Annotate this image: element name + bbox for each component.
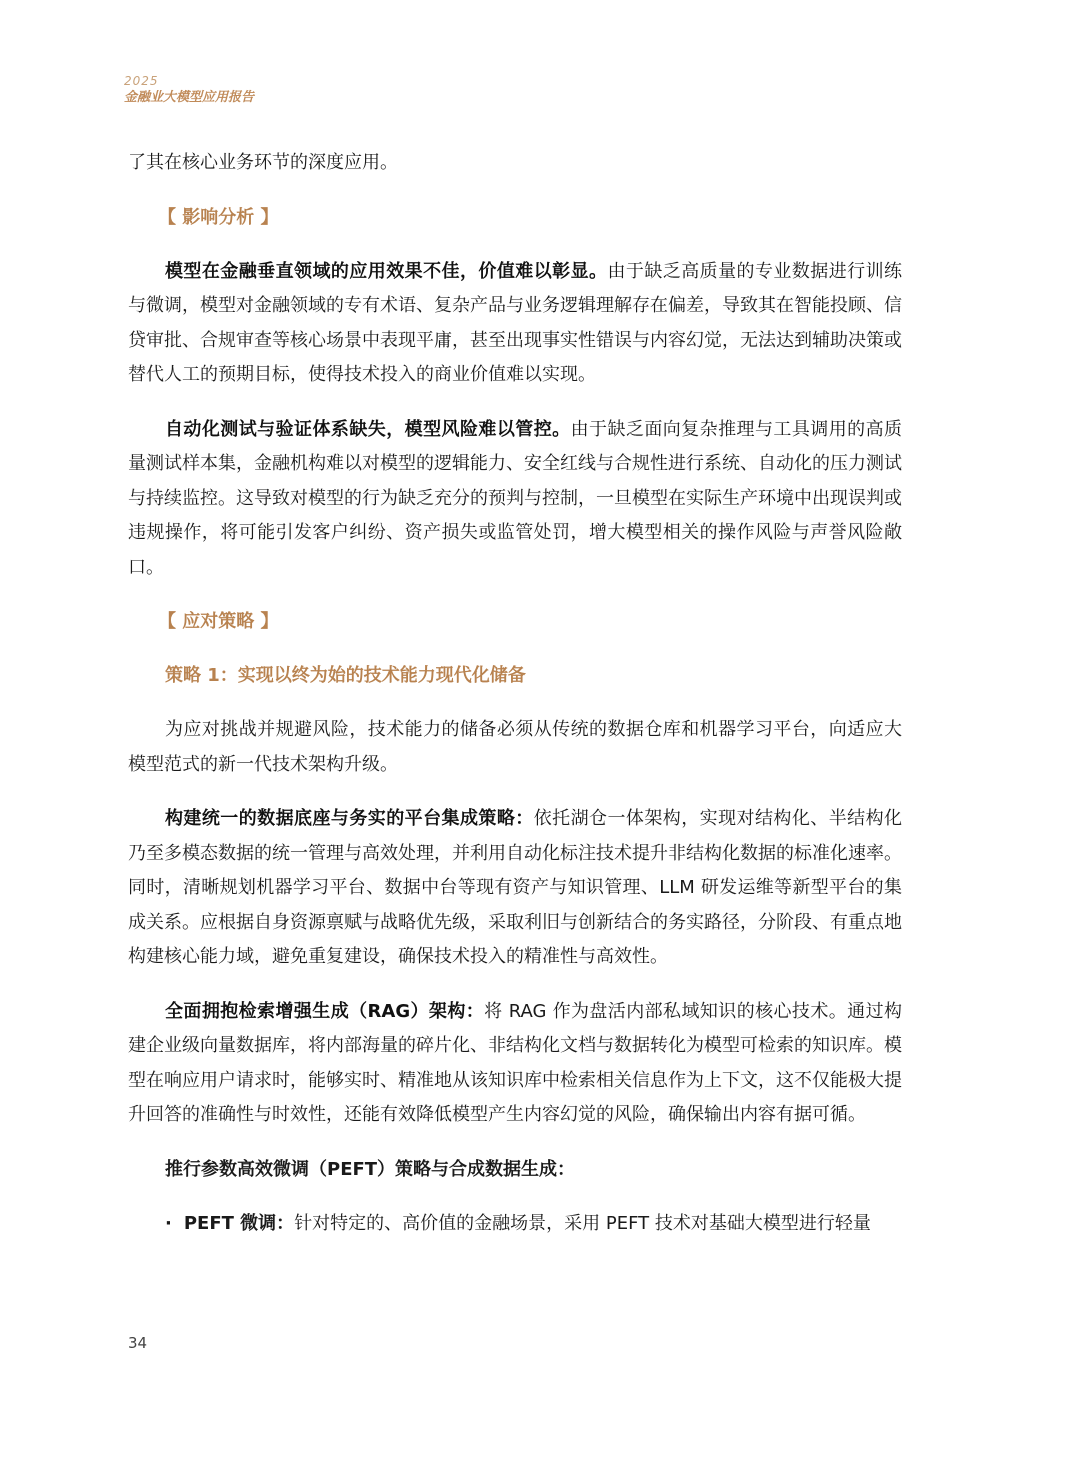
rag-lead: 全面拥抱检索增强生成（RAG）架构： <box>165 1000 485 1022</box>
impact-2-lead: 自动化测试与验证体系缺失，模型风险难以管控。 <box>165 418 571 440</box>
rag-paragraph <box>128 995 902 1133</box>
platform-paragraph <box>128 802 902 975</box>
bullet-peft <box>165 1207 902 1241</box>
report-header <box>124 74 254 106</box>
bullet-dot: · <box>165 1212 172 1234</box>
impact-paragraph-1 <box>128 255 902 393</box>
page-content <box>128 146 902 1241</box>
platform-lead: 构建统一的数据底座与务实的平台集成策略： <box>165 808 534 829</box>
impact-1-lead: 模型在金融垂直领域的应用效果不佳，价值难以彰显。 <box>165 260 608 282</box>
impact-1-body: 由于缺乏高质量的专业数据进行训练与微调，模型对金融领域的专有术语、复杂产品与业务逻辑理解存在偏差，导致其在智能投顾、信贷审批、合规审查等核心场景中表现平庸，甚至出现事实性错误与内容幻觉，无法达到辅助决策或替代人工的预期目标，使得技术投入的商业价值难以实现。 <box>128 260 903 385</box>
peft-heading: 推行参数高效微调（PEFT）策略与合成数据生成： <box>165 1158 576 1180</box>
page-number: 34 <box>128 1334 148 1352</box>
intro-paragraph-tail: 了其在核心业务环节的深度应用。 <box>128 152 398 173</box>
rag-body: 将 RAG 作为盘活内部私域知识的核心技术。通过构建企业级向量数据库，将内部海量的碎片化、非结构化文档与数据转化为模型可检索的知识库。模型在响应用户请求时，能够实时、精准地从该知识库中检索相关信息作为上下文，这不仅能极大提升回答的准确性与时效性，还能有效降低模型产生内容幻觉的风险，确保输出内容有据可循。 <box>128 1000 902 1125</box>
impact-paragraph-2 <box>128 413 902 586</box>
bullet-peft-lead: PEFT 微调： <box>183 1212 295 1234</box>
strategy-1-title: 策略 1：实现以终为始的技术能力现代化储备 <box>165 665 526 686</box>
header-report-title: 金融业大模型应用报告 <box>124 90 255 105</box>
platform-body: 依托湖仓一体架构，实现对结构化、半结构化乃至多模态数据的统一管理与高效处理，并利用自动化标注技术提升非结构化数据的标准化速率。同时，清晰规划机器学习平台、数据中台等现有资产与知识管理、LLM 研发运维等新型平台的集成关系。应根据自身资源禀赋与战略优先级，采取利旧与创新结合的务实路径，分阶段、有重点地构建核心能力域，避免重复建设，确保技术投入的精准性与高效性。 <box>128 808 902 967</box>
strategy-1-intro: 为应对挑战并规避风险，技术能力的储备必须从传统的数据仓库和机器学习平台，向适应大模型范式的新一代技术架构升级。 <box>128 719 902 775</box>
section-heading-impact: 【 影响分析 】 <box>158 206 279 228</box>
impact-2-body: 由于缺乏面向复杂推理与工具调用的高质量测试样本集，金融机构难以对模型的逻辑能力、安全红线与合规性进行系统、自动化的压力测试与持续监控。这导致对模型的行为缺乏充分的预判与控制，一旦模型在实际生产环境中出现误判或违规操作，将可能引发客户纠纷、资产损失或监管处罚，增大模型相关的操作风险与声誉风险敞口。 <box>128 418 903 578</box>
header-year: 2025 <box>124 74 159 88</box>
bullet-peft-body: 针对特定的、高价值的金融场景，采用 PEFT 技术对基础大模型进行轻量 <box>294 1212 871 1234</box>
section-heading-strategy: 【 应对策略 】 <box>158 611 279 632</box>
